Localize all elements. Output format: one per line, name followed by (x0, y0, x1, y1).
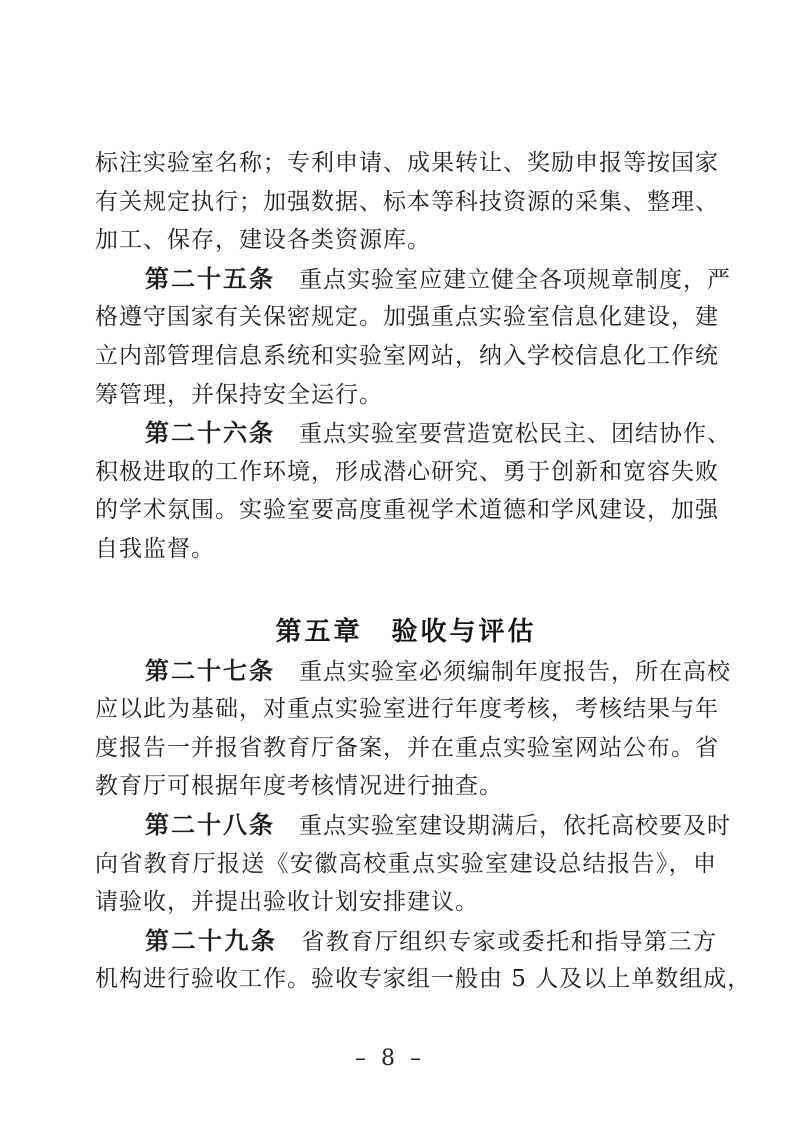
body-line-text: 有关规定执行；加强数据、标本等科技资源的采集、整理、 (95, 188, 719, 215)
body-line (95, 729, 717, 768)
article-25-start-line (95, 260, 731, 299)
body-line (95, 883, 717, 922)
body-line-text: 筹管理，并保持安全运行。 (95, 381, 383, 408)
page-number: – 8 – (355, 1046, 425, 1071)
body-line-text: 省教育厅组织专家或委托和指导第三方 (301, 928, 718, 955)
document-body (95, 144, 752, 999)
body-line-text: 的学术氛围。实验室要高度重视学术道德和学风建设，加强 (95, 497, 719, 524)
body-line (95, 767, 717, 806)
body-line-text: 标注实验室名称；专利申请、成果转让、奖励申报等按国家 (95, 150, 719, 176)
body-line (95, 144, 717, 183)
body-line (95, 845, 717, 884)
body-line-text: 自我监督。 (95, 535, 215, 562)
body-line-text: 加工、保存，建设各类资源库。 (95, 227, 431, 254)
body-line (95, 530, 717, 569)
chapter-5-heading: 第五章 验收与评估 (275, 616, 537, 647)
body-line (95, 960, 752, 999)
body-line-text: 重点实验室要营造宽松民主、团结协作、 (299, 421, 731, 448)
article-27-number: 第二十七条 (145, 656, 275, 685)
article-28-start-line (95, 806, 731, 845)
body-line-text: 应以此为基础，对重点实验室进行年度考核，考核结果与年 (95, 696, 719, 723)
article-29-start-line (95, 922, 717, 961)
body-line-text: 请验收，并提出验收计划安排建议。 (95, 889, 479, 916)
body-line (95, 183, 717, 222)
body-line (95, 221, 717, 260)
article-25-number: 第二十五条 (145, 264, 275, 293)
article-27-start-line (95, 652, 731, 691)
body-line-text: 积极进取的工作环境，形成潜心研究、勇于创新和宽容失败 (95, 458, 719, 485)
body-line (95, 337, 717, 376)
article-28-number: 第二十八条 (145, 810, 275, 839)
body-line-text: 向省教育厅报送《安徽高校重点实验室建设总结报告》，申 (95, 850, 717, 877)
body-line-text: 格遵守国家有关保密规定。加强重点实验室信息化建设，建 (95, 304, 719, 331)
body-line-text: 度报告一并报省教育厅备案，并在重点实验室网站公布。省 (95, 734, 719, 761)
body-line (95, 298, 717, 337)
body-line-text: 重点实验室必须编制年度报告，所在高校 (299, 658, 731, 685)
body-line-text: 重点实验室应建立健全各项规章制度，严 (299, 266, 731, 293)
body-line (95, 690, 717, 729)
body-line (95, 491, 717, 530)
body-line-text: 机构进行验收工作。验收专家组一般由 5 人及以上单数组成， (95, 966, 752, 993)
article-29-number: 第二十九条 (145, 926, 278, 955)
article-26-start-line (95, 414, 731, 453)
body-line-text: 立内部管理信息系统和实验室网站，纳入学校信息化工作统 (95, 342, 719, 369)
body-line-text: 重点实验室建设期满后，依托高校要及时 (299, 812, 731, 839)
body-line (95, 376, 717, 415)
article-26-number: 第二十六条 (145, 419, 275, 448)
body-line-text: 教育厅可根据年度考核情况进行抽查。 (95, 773, 503, 800)
body-line (95, 453, 717, 492)
